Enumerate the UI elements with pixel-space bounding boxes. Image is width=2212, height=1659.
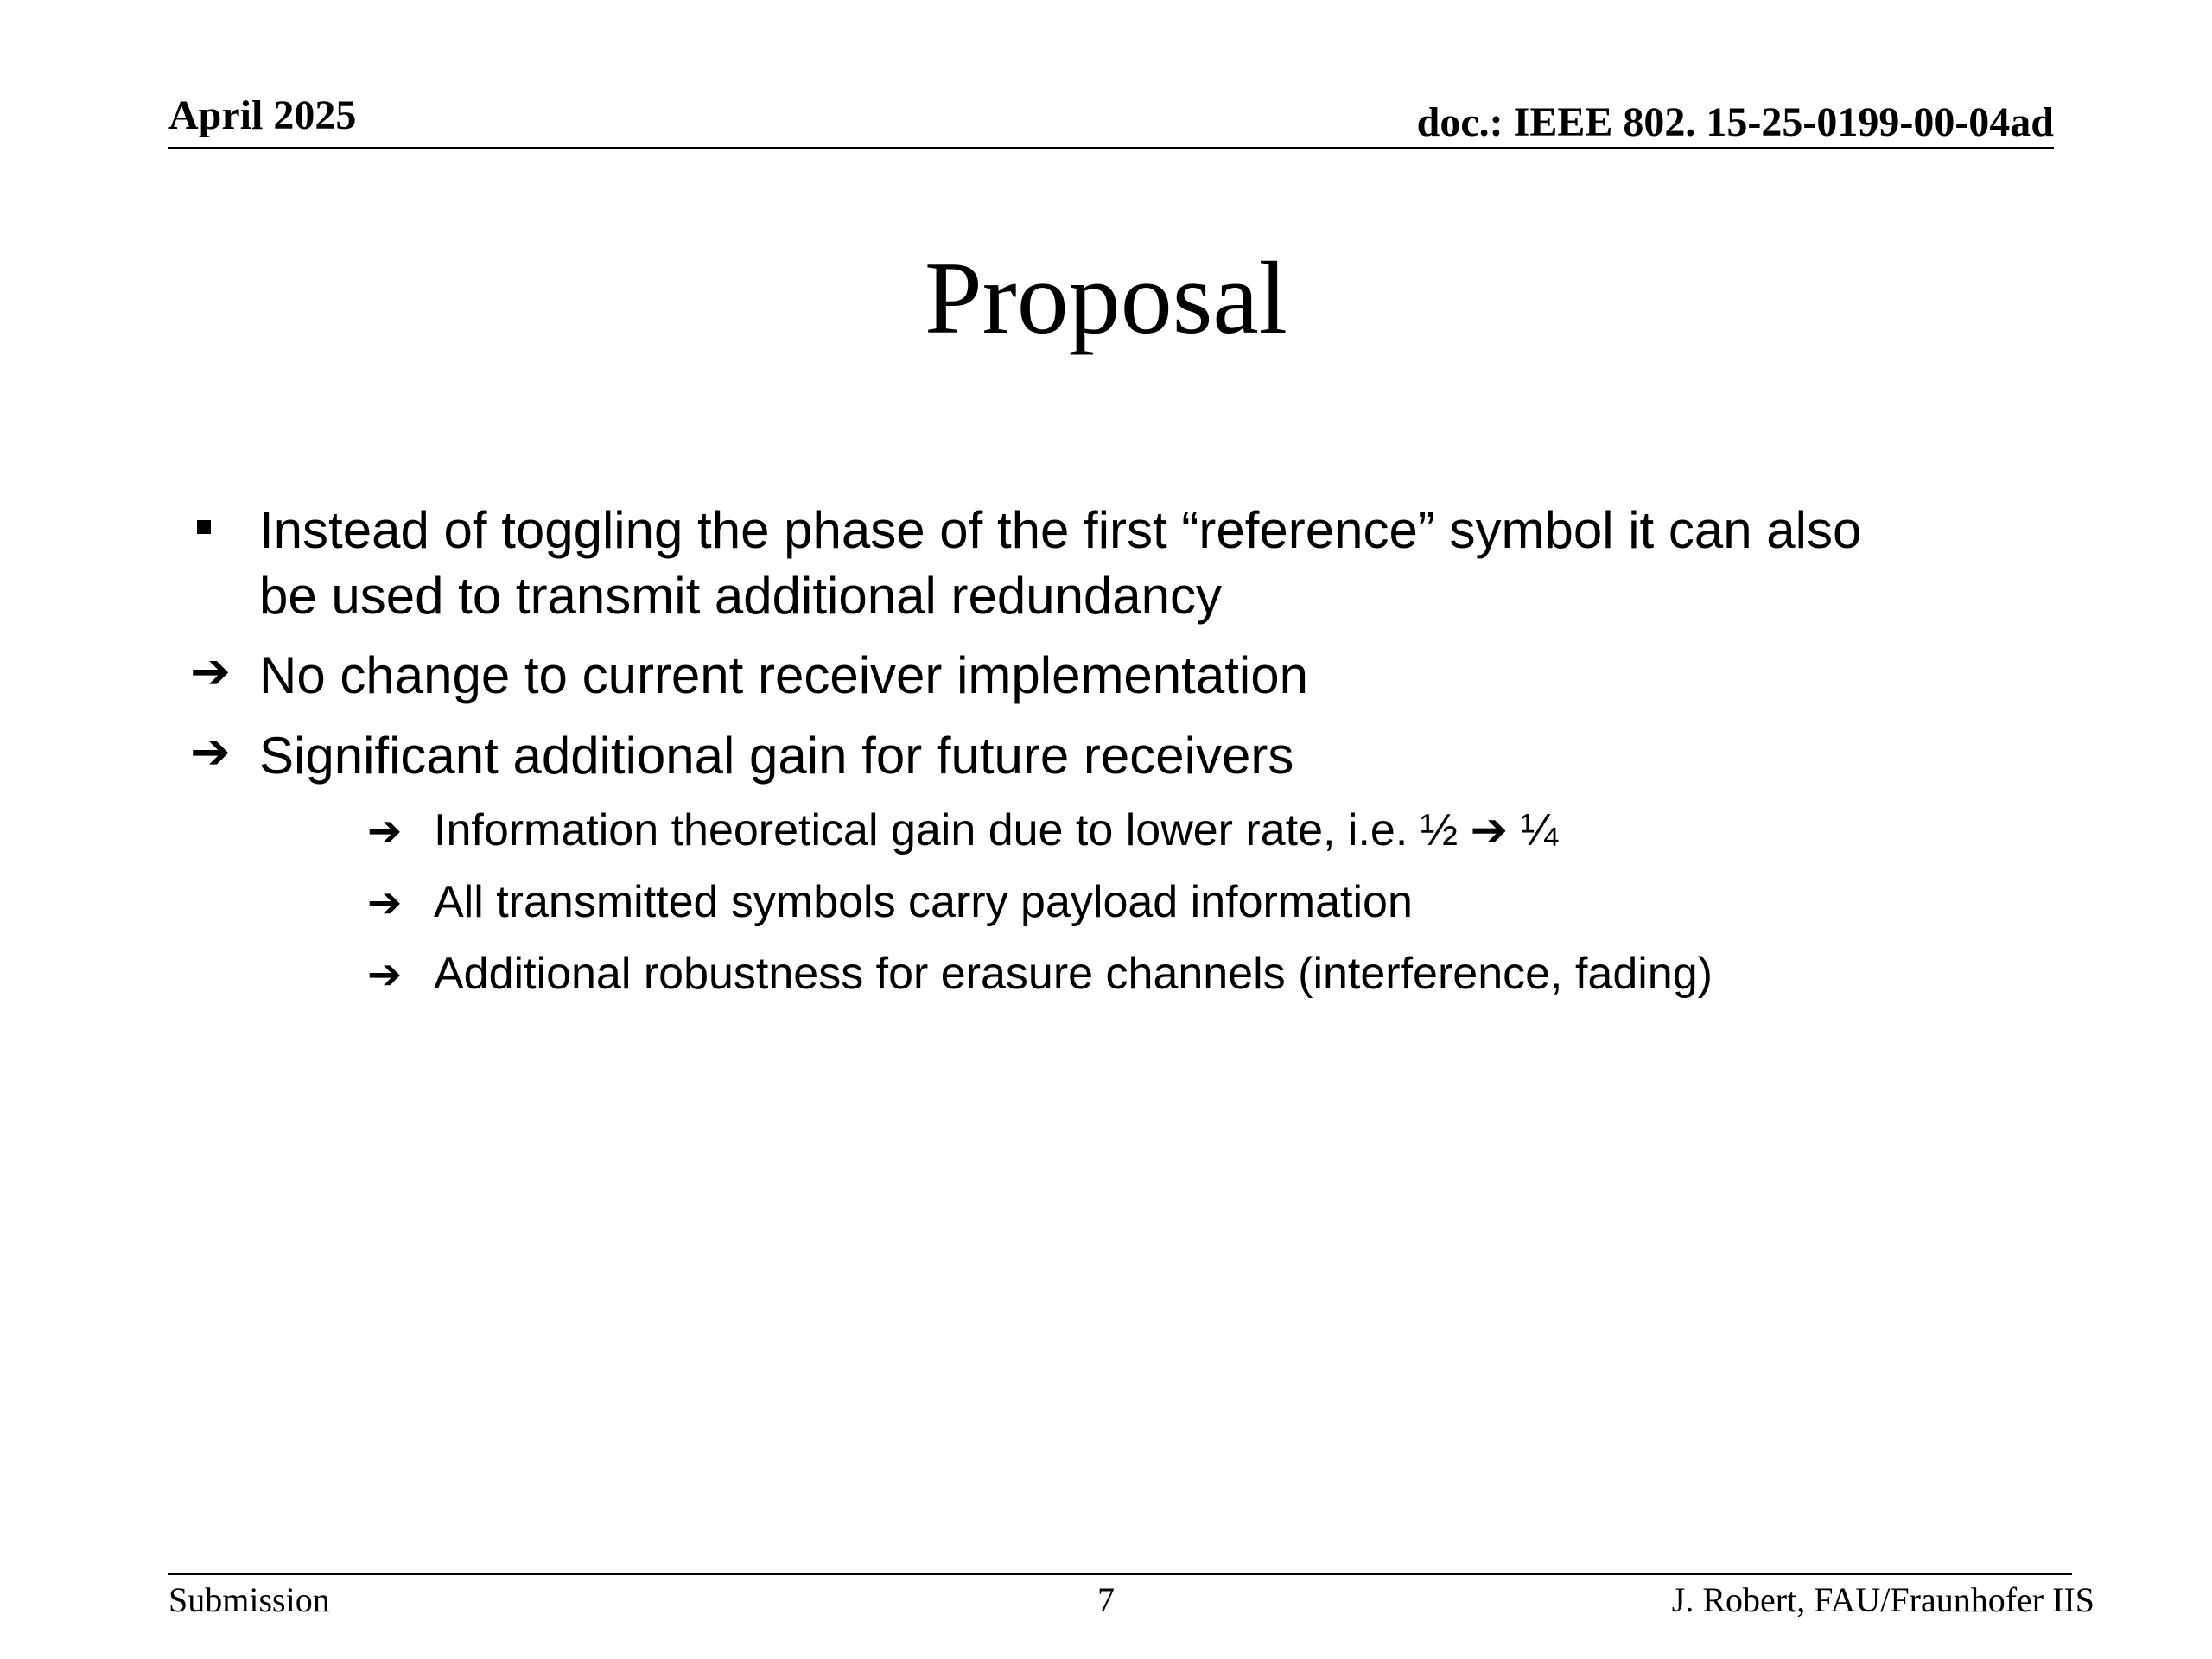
sub-bullet-line: Information theoretical gain due to lower rate, i.e. ½ ➔ ¼ — [434, 805, 1558, 855]
arrow-bullet-icon: ➔ — [190, 724, 231, 780]
sub-bullet-line: All transmitted symbols carry payload information — [434, 877, 1413, 927]
footer-submission: Submission — [168, 1580, 330, 1619]
arrow-bullet-icon: ➔ — [367, 950, 403, 999]
arrow-bullet-icon: ➔ — [190, 644, 231, 700]
header-doc-id: doc.: IEEE 802. 15-25-0199-00-04ad — [1416, 99, 2054, 145]
footer-divider — [168, 1573, 2072, 1575]
bullet-line: No change to current receiver implementation — [259, 646, 1308, 704]
bullet-line: Significant additional gain for future receivers — [259, 727, 1294, 785]
bullet-line: be used to transmit additional redundancy — [259, 567, 1223, 625]
footer-author: J. Robert, FAU/Fraunhofer IIS — [1671, 1580, 2094, 1619]
slide-title: Proposal — [925, 240, 1287, 355]
arrow-bullet-icon: ➔ — [367, 807, 403, 855]
sub-bullet-line: Additional robustness for erasure channels (interference, fading) — [434, 949, 1713, 999]
header-date: April 2025 — [168, 92, 357, 138]
arrow-bullet-icon: ➔ — [367, 879, 403, 927]
page-number: 7 — [1097, 1580, 1115, 1619]
bullet-line: Instead of toggling the phase of the first “reference” symbol it can also — [259, 501, 1862, 559]
square-bullet-icon — [197, 520, 211, 534]
